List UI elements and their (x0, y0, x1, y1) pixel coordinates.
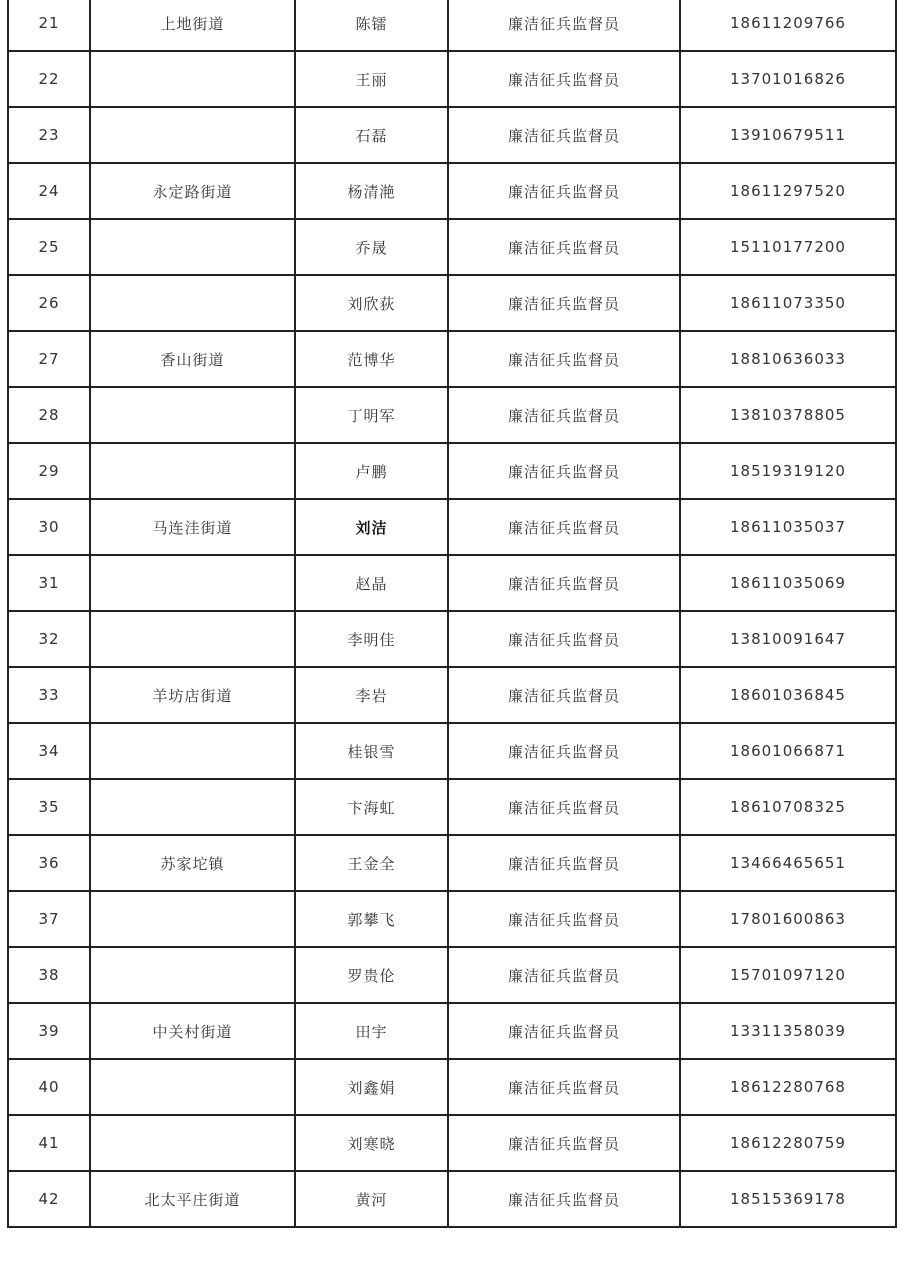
role-cell: 廉洁征兵监督员 (448, 835, 680, 891)
table-row (8, 611, 896, 667)
phone-cell: 18611035069 (680, 555, 896, 611)
row-number: 34 (8, 723, 90, 779)
street-cell (90, 219, 295, 275)
street-cell: 永定路街道 (90, 163, 295, 219)
table-row (8, 1059, 896, 1115)
table-row (8, 499, 896, 555)
table-row (8, 835, 896, 891)
street-cell (90, 779, 295, 835)
name-cell: 卢鹏 (295, 443, 448, 499)
name-cell: 罗贵伦 (295, 947, 448, 1003)
name-cell: 王丽 (295, 51, 448, 107)
name-cell: 丁明军 (295, 387, 448, 443)
name-cell: 刘鑫娟 (295, 1059, 448, 1115)
row-number: 28 (8, 387, 90, 443)
table-row (8, 51, 896, 107)
name-cell: 卞海虹 (295, 779, 448, 835)
name-cell: 石磊 (295, 107, 448, 163)
phone-cell: 18612280759 (680, 1115, 896, 1171)
row-number: 21 (8, 0, 90, 51)
table-row (8, 163, 896, 219)
name-cell: 乔晟 (295, 219, 448, 275)
role-cell: 廉洁征兵监督员 (448, 331, 680, 387)
table-row (8, 1003, 896, 1059)
table-row (8, 275, 896, 331)
name-cell: 李岩 (295, 667, 448, 723)
phone-cell: 13466465651 (680, 835, 896, 891)
row-number: 25 (8, 219, 90, 275)
table-row (8, 1171, 896, 1227)
name-cell: 范博华 (295, 331, 448, 387)
role-cell: 廉洁征兵监督员 (448, 611, 680, 667)
street-cell (90, 387, 295, 443)
role-cell: 廉洁征兵监督员 (448, 891, 680, 947)
phone-cell: 13910679511 (680, 107, 896, 163)
role-cell: 廉洁征兵监督员 (448, 51, 680, 107)
phone-cell: 15110177200 (680, 219, 896, 275)
role-cell: 廉洁征兵监督员 (448, 0, 680, 51)
street-cell: 马连洼街道 (90, 499, 295, 555)
name-cell: 李明佳 (295, 611, 448, 667)
street-cell (90, 1115, 295, 1171)
name-cell: 赵晶 (295, 555, 448, 611)
phone-cell: 13311358039 (680, 1003, 896, 1059)
phone-cell: 18611209766 (680, 0, 896, 51)
row-number: 29 (8, 443, 90, 499)
phone-cell: 18611035037 (680, 499, 896, 555)
role-cell: 廉洁征兵监督员 (448, 163, 680, 219)
row-number: 36 (8, 835, 90, 891)
phone-cell: 15701097120 (680, 947, 896, 1003)
street-cell (90, 723, 295, 779)
street-cell (90, 555, 295, 611)
role-cell: 廉洁征兵监督员 (448, 1059, 680, 1115)
street-cell (90, 443, 295, 499)
phone-cell: 18601036845 (680, 667, 896, 723)
role-cell: 廉洁征兵监督员 (448, 219, 680, 275)
row-number: 31 (8, 555, 90, 611)
table-row (8, 1115, 896, 1171)
row-number: 38 (8, 947, 90, 1003)
phone-cell: 17801600863 (680, 891, 896, 947)
phone-cell: 18611297520 (680, 163, 896, 219)
role-cell: 廉洁征兵监督员 (448, 555, 680, 611)
street-cell: 羊坊店街道 (90, 667, 295, 723)
table-row (8, 723, 896, 779)
street-cell: 香山街道 (90, 331, 295, 387)
street-cell (90, 611, 295, 667)
name-cell: 刘洁 (295, 499, 448, 555)
table-row (8, 779, 896, 835)
row-number: 40 (8, 1059, 90, 1115)
table-row (8, 891, 896, 947)
role-cell: 廉洁征兵监督员 (448, 947, 680, 1003)
table-row (8, 443, 896, 499)
street-cell (90, 275, 295, 331)
street-cell (90, 891, 295, 947)
street-cell (90, 1059, 295, 1115)
role-cell: 廉洁征兵监督员 (448, 387, 680, 443)
row-number: 41 (8, 1115, 90, 1171)
name-cell: 刘欣荻 (295, 275, 448, 331)
name-cell: 陈镭 (295, 0, 448, 51)
phone-cell: 18611073350 (680, 275, 896, 331)
phone-cell: 18515369178 (680, 1171, 896, 1227)
row-number: 30 (8, 499, 90, 555)
table-row (8, 0, 896, 51)
row-number: 22 (8, 51, 90, 107)
phone-cell: 18612280768 (680, 1059, 896, 1115)
table-row (8, 219, 896, 275)
table-row (8, 331, 896, 387)
name-cell: 王金全 (295, 835, 448, 891)
role-cell: 廉洁征兵监督员 (448, 499, 680, 555)
street-cell (90, 107, 295, 163)
street-cell (90, 51, 295, 107)
name-cell: 刘寒晓 (295, 1115, 448, 1171)
street-cell: 上地街道 (90, 0, 295, 51)
row-number: 24 (8, 163, 90, 219)
name-cell: 郭攀飞 (295, 891, 448, 947)
role-cell: 廉洁征兵监督员 (448, 667, 680, 723)
street-cell: 苏家坨镇 (90, 835, 295, 891)
row-number: 42 (8, 1171, 90, 1227)
name-cell: 桂银雪 (295, 723, 448, 779)
role-cell: 廉洁征兵监督员 (448, 779, 680, 835)
phone-cell: 13701016826 (680, 51, 896, 107)
row-number: 37 (8, 891, 90, 947)
row-number: 27 (8, 331, 90, 387)
table-row (8, 387, 896, 443)
street-cell: 北太平庄街道 (90, 1171, 295, 1227)
phone-cell: 13810378805 (680, 387, 896, 443)
row-number: 23 (8, 107, 90, 163)
phone-cell: 18601066871 (680, 723, 896, 779)
role-cell: 廉洁征兵监督员 (448, 1003, 680, 1059)
row-number: 32 (8, 611, 90, 667)
phone-cell: 18610708325 (680, 779, 896, 835)
row-number: 26 (8, 275, 90, 331)
name-cell: 黄河 (295, 1171, 448, 1227)
role-cell: 廉洁征兵监督员 (448, 107, 680, 163)
table-row (8, 555, 896, 611)
phone-cell: 13810091647 (680, 611, 896, 667)
name-cell: 杨清滟 (295, 163, 448, 219)
role-cell: 廉洁征兵监督员 (448, 723, 680, 779)
row-number: 39 (8, 1003, 90, 1059)
table-row (8, 107, 896, 163)
street-cell: 中关村街道 (90, 1003, 295, 1059)
name-cell: 田宇 (295, 1003, 448, 1059)
role-cell: 廉洁征兵监督员 (448, 1171, 680, 1227)
row-number: 35 (8, 779, 90, 835)
supervisor-table (7, 0, 897, 1228)
phone-cell: 18519319120 (680, 443, 896, 499)
street-cell (90, 947, 295, 1003)
role-cell: 廉洁征兵监督员 (448, 1115, 680, 1171)
phone-cell: 18810636033 (680, 331, 896, 387)
table-row (8, 947, 896, 1003)
row-number: 33 (8, 667, 90, 723)
table-row (8, 667, 896, 723)
role-cell: 廉洁征兵监督员 (448, 443, 680, 499)
role-cell: 廉洁征兵监督员 (448, 275, 680, 331)
